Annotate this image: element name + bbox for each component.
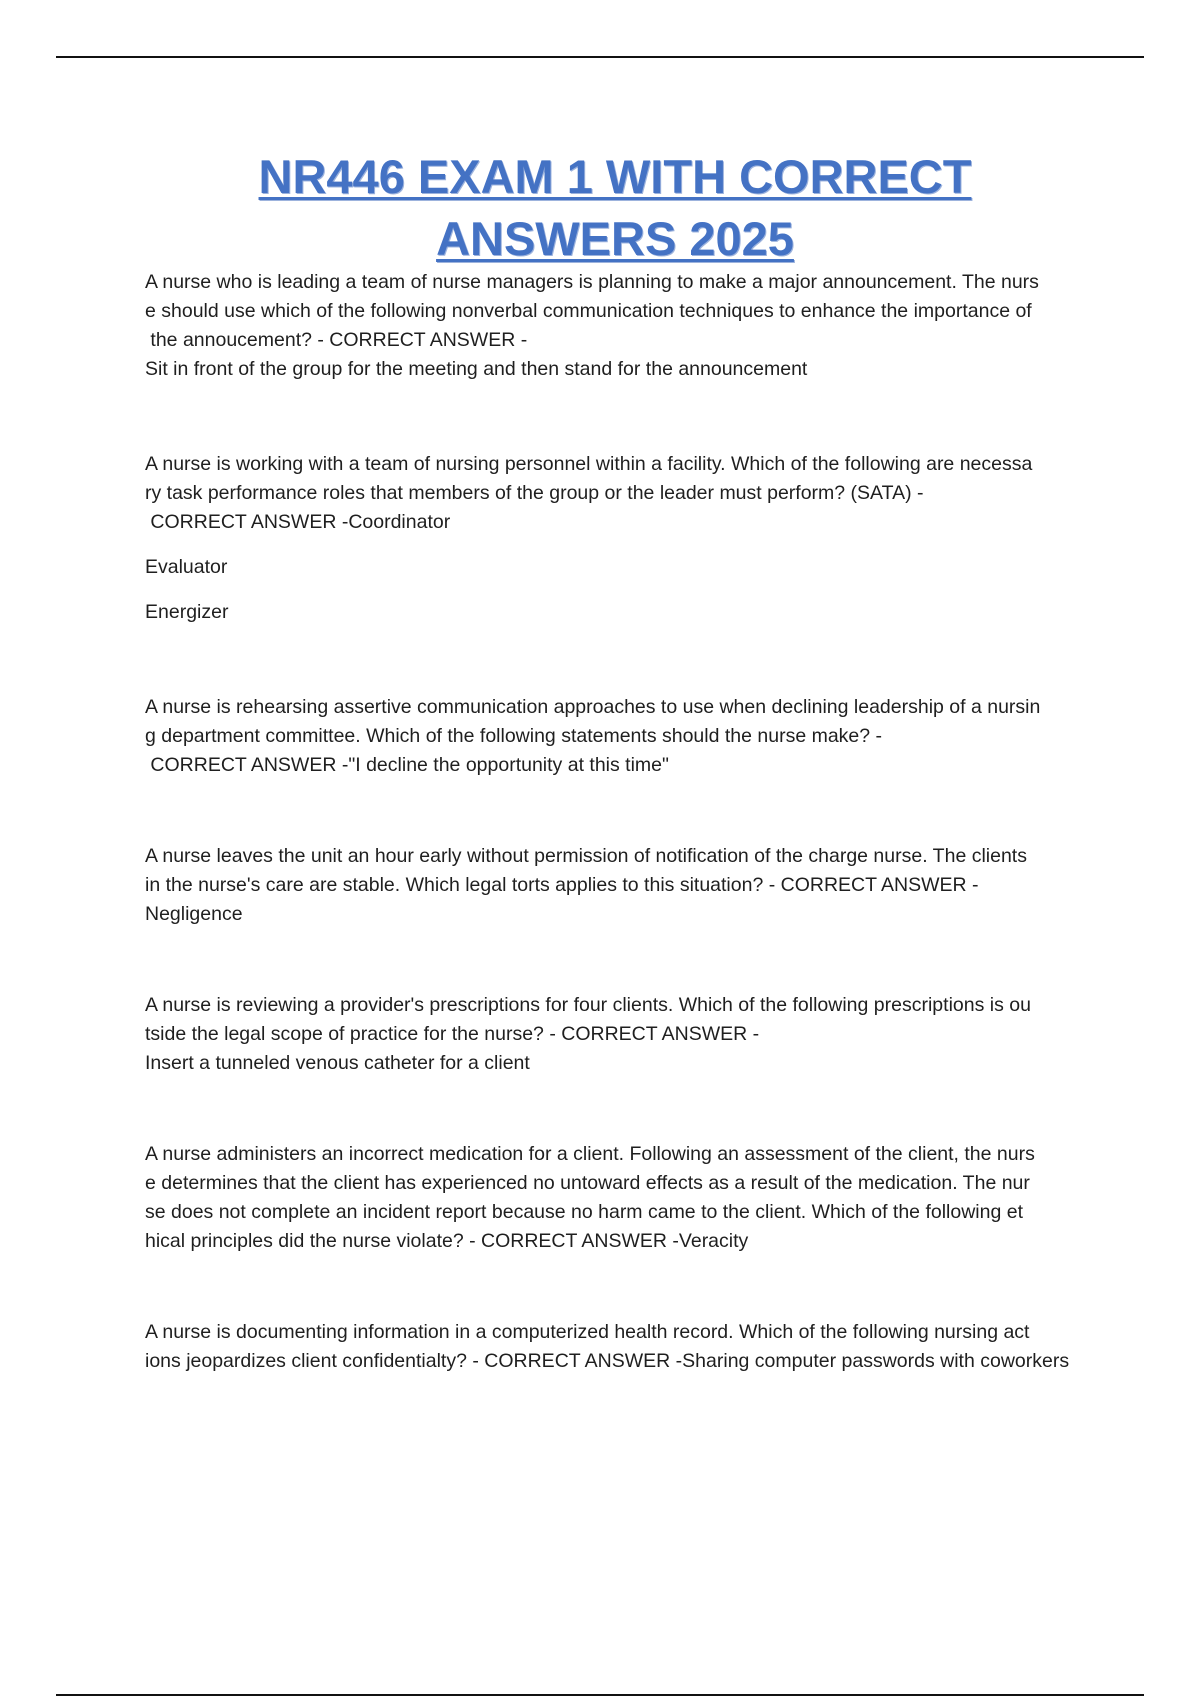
title-line-2: ANSWERS 2025 [436, 212, 794, 265]
answer-line: hical principles did the nurse violate? - CORRECT ANSWER -Veracity [145, 1230, 749, 1252]
top-rule [56, 56, 1144, 58]
question-block [145, 991, 1090, 1078]
answer-line: CORRECT ANSWER -Coordinator [145, 511, 451, 533]
spacer [145, 929, 1090, 991]
document-title [0, 146, 1200, 270]
spacer [145, 384, 1090, 450]
question-line: A nurse is documenting information in a computerized health record. Which of the following nursing act [145, 1321, 1030, 1343]
document-body [145, 268, 1090, 1376]
question-line: g department committee. Which of the following statements should the nurse make? - [145, 725, 883, 747]
bottom-rule [56, 1694, 1144, 1696]
question-block [145, 1318, 1090, 1376]
answer-line: Negligence [145, 903, 243, 925]
question-line: A nurse is rehearsing assertive communication approaches to use when declining leadership of a nursin [145, 696, 1041, 718]
question-line: e determines that the client has experienced no untoward effects as a result of the medication. The nur [145, 1172, 1030, 1194]
question-block [145, 450, 1090, 627]
spacer [145, 1256, 1090, 1318]
question-line: A nurse leaves the unit an hour early without permission of notification of the charge nurse. The clients [145, 845, 1027, 867]
question-line: A nurse administers an incorrect medication for a client. Following an assessment of the client, the nurs [145, 1143, 1035, 1165]
question-line: tside the legal scope of practice for the nurse? - CORRECT ANSWER - [145, 1023, 760, 1045]
spacer [145, 780, 1090, 842]
answer-line: Sit in front of the group for the meeting and then stand for the announcement [145, 358, 808, 380]
question-block [145, 1140, 1090, 1256]
answer-line: CORRECT ANSWER -"I decline the opportunity at this time" [145, 754, 669, 776]
title-line-1: NR446 EXAM 1 WITH CORRECT [258, 150, 972, 203]
spacer [145, 1078, 1090, 1140]
question-line: e should use which of the following nonverbal communication techniques to enhance the importance of [145, 300, 1032, 322]
answer-option: Energizer [145, 601, 229, 623]
question-line: in the nurse's care are stable. Which legal torts applies to this situation? - CORRECT ANSWER - [145, 874, 979, 896]
question-line: A nurse is reviewing a provider's prescriptions for four clients. Which of the following prescriptions is ou [145, 994, 1031, 1016]
question-line: se does not complete an incident report because no harm came to the client. Which of the following et [145, 1201, 1023, 1223]
question-line: the annoucement? - CORRECT ANSWER - [145, 329, 528, 351]
question-block [145, 268, 1090, 384]
answer-line: Insert a tunneled venous catheter for a client [145, 1052, 530, 1074]
question-block [145, 842, 1090, 929]
question-line: A nurse is working with a team of nursing personnel within a facility. Which of the following are necessa [145, 453, 1033, 475]
answer-option: Evaluator [145, 556, 228, 578]
answer-line: ions jeopardizes client confidentialty? - CORRECT ANSWER -Sharing computer passwords with coworkers [145, 1350, 1070, 1372]
question-line: A nurse who is leading a team of nurse managers is planning to make a major announcement. The nurs [145, 271, 1039, 293]
question-line: ry task performance roles that members of the group or the leader must perform? (SATA) - [145, 482, 924, 504]
question-block [145, 693, 1090, 780]
spacer [145, 627, 1090, 693]
